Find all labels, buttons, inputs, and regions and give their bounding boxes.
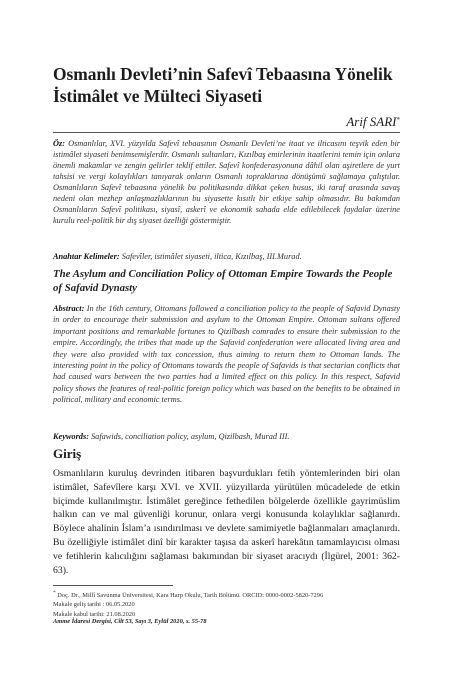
section-heading-intro: Giriş [53,446,82,461]
english-keywords-label: Keywords: [53,432,89,441]
intro-paragraph: Osmanlıların kuruluş devrinden itibaren başvurdukları fetih yöntemlerinden biri olan istimâlet, Safevîlere karşı XVI. ve XVII. yüzyıllarda yürütülen mücadelede de etkin biçimde kullanılmıştır. İstimâlet gereğince fethedilen bölgelerde özellikle gayrimüslim halkın can ve mal güvenliği korunur, onlara vergi konusunda kolaylıklar sağlanırdı. Böylece ahalinin İslam’a ısındırılması ve devlete samimiyetle bağlanmaları amaçlanırdı. Bu özelliğiyle istimâlet dinî bir karakter taşısa da askerî harekâtın tamamlayıcısı olması ve fetihlerin kalıcılığını sağlaması bakımından bir siyaset aracıydı (İlgürel, 2001: 362-63). [53,468,400,576]
author-footnote-mark: * [396,116,400,124]
turkish-keywords [53,251,400,262]
turkish-keywords-text: Safevîler, istimâlet siyaseti, iltica, Kızılbaş, III.Murad. [121,252,302,261]
author-name-text: Arif SARI [346,114,397,129]
footnote-rule [53,585,173,586]
turkish-abstract-text: Osmanlılar, XVI. yüzyılda Safevî tebaasının Osmanlı Devleti’ne itaat ve ilticasını teşvik eden bir istimâlet siyaseti benimsemişlerdir. Osmanlı sultanları, Kızılbaş emirlerinin itaatlerini temin için onlara önemli makamlar ve zengin gelirler teklif ettiler. Safevî konfederasyonuna dâhil olan aşiretlere de yurt tahsisi ve vergi kolaylıkları tanıyarak onların Osmanlı topraklarına dönüşümü sağlamaya çalıştılar. Osmanlıların Safevî tebaasına yönelik bu politikasında dikkat çeken husus, iki taraf arasında savaş nedeni olan mezhep anlaşmazlıklarının bu siyasette kısıtlı bir etkiye sahip olmasıdır. Bu bakımdan Osmanlıların Safevî politikası, siyasî, askerî ve ekonomik sahada elde edilebilecek faydalar üzerine kurulu reel-politik bir dış siyaset özelliği göstermiştir. [53,139,401,225]
author-name [346,114,400,129]
abstract-top-rule [53,132,400,133]
footnote [53,589,400,619]
english-keywords-text: Safawids, conciliation policy, asylum, Qizilbash, Murad III. [91,432,290,441]
accepted-date: Makale kabul tarihi: 21.08.2020 [53,610,136,618]
turkish-abstract-label: Öz: [53,139,65,148]
footnote-affiliation [53,589,400,600]
footnote-affiliation-text: Doç. Dr., Millî Savunma Üniversitesi, Kara Harp Okulu, Tarih Bölümü. ORCID: 0000-0002-5820-7296 [57,592,324,600]
journal-citation: Amme İdaresi Dergisi, Cilt 53, Sayı 3, Eylül 2020, s. 55-78 [53,618,207,625]
article-title: Osmanlı Devleti’nin Safevî Tebaasına Yönelik İstimâlet ve Mülteci Siyaseti [53,64,393,106]
footnote-mark: * [53,590,56,596]
turkish-keywords-label: Anahtar Kelimeler: [53,252,120,261]
english-title: The Asylum and Conciliation Policy of Ottoman Empire Towards the People of Safavid Dynasty [53,268,393,294]
english-abstract [53,303,400,406]
received-date: Makale geliş tarihi : 06.05.2020 [53,601,135,609]
turkish-abstract [53,138,400,226]
english-abstract-text: In the 16th century, Ottomans followed a conciliation policy to the people of Safavid Dynasty in order to encourage their submission and asylum to the Ottoman Empire. Ottoman sultans offered important positions and remarkable fortunes to Qizilbash comrades to ensure their submission to the empire. Accordingly, the tribes that made up the Safavid confederation were allocated living area and they were also provided with tax concession, thus aiming to return them to Ottoman lands. The interesting point in the policy of Ottomans towards the people of Safavids is that sectarian conflicts that had caused wars between the two parties had a limited effect on this policy. In this respect, Safavid policy shows the features of real-politic foreign policy which was based on the benefits to be obtained in political, military and economic terms. [53,304,401,405]
english-abstract-label: Abstract: [53,304,85,313]
english-keywords [53,431,400,442]
